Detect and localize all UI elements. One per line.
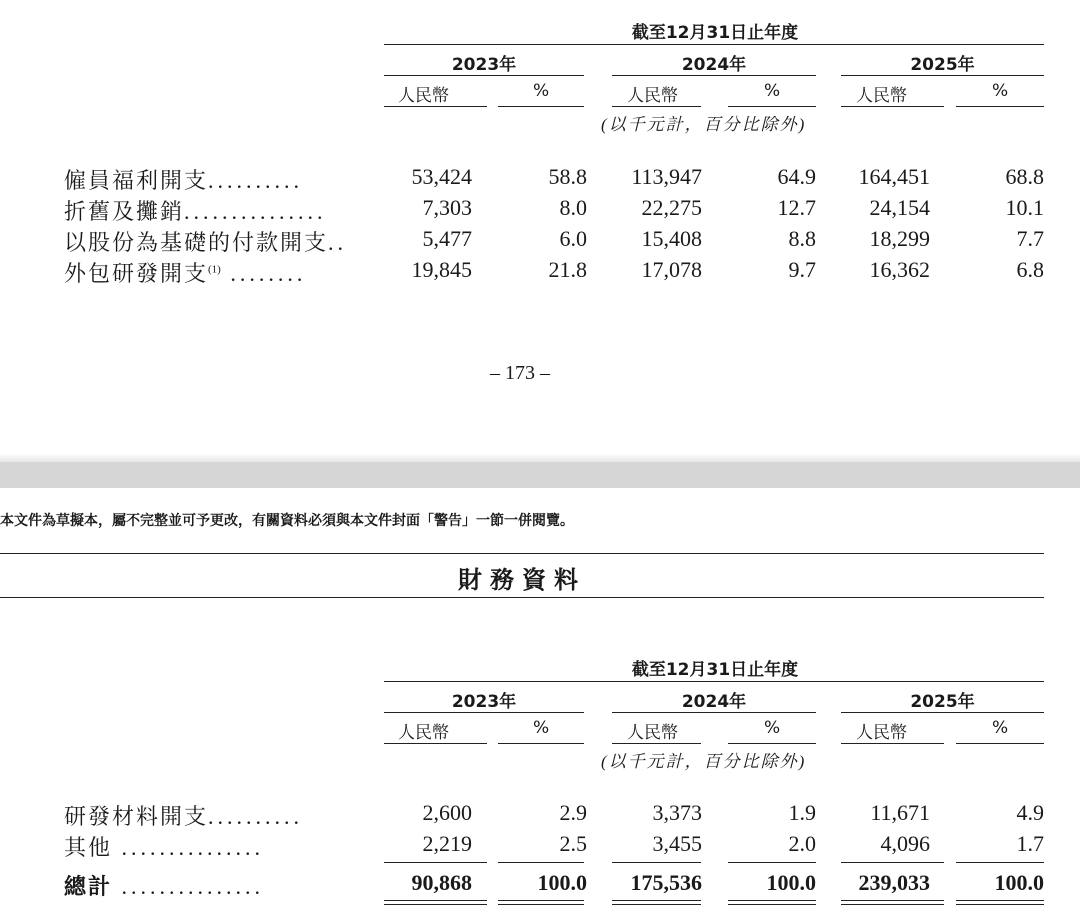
year-rule: [384, 712, 584, 713]
cell: 64.9: [777, 164, 816, 189]
row-label: 僱員福利開支..........: [64, 168, 304, 193]
cell: 2,600: [422, 800, 472, 825]
cell: 6.0: [559, 226, 587, 251]
cell: 8.0: [559, 195, 587, 220]
col-rmb: 人民幣: [398, 723, 449, 743]
double-rule: [841, 904, 944, 905]
cell: 18,299: [869, 226, 930, 251]
year-rule: [841, 75, 1044, 76]
col-rmb: 人民幣: [856, 723, 907, 743]
col-rmb: 人民幣: [627, 86, 678, 106]
cell: 1.7: [1016, 831, 1044, 856]
col-rule: [498, 106, 584, 107]
period-header: 截至12月31日止年度: [631, 660, 799, 680]
year-rule: [612, 75, 816, 76]
banner-top-rule: [0, 553, 1044, 554]
page-gap-shadow: [0, 453, 1080, 462]
row-label: 其他 ...............: [64, 835, 265, 860]
draft-notice: 本文件為草擬本，屬不完整並可予更改，有關資料必須與本文件封面「警告」一節一併閱覽。: [0, 513, 574, 529]
cell: 2,219: [422, 831, 472, 856]
col-rule: [956, 743, 1044, 744]
double-rule: [384, 904, 487, 905]
col-rule: [841, 106, 944, 107]
total-cell: 100.0: [537, 870, 587, 895]
col-rule: [498, 743, 584, 744]
col-rmb: 人民幣: [856, 86, 907, 106]
subtotal-rule: [841, 862, 944, 863]
double-rule: [956, 900, 1044, 901]
col-rule: [612, 106, 701, 107]
total-cell: 90,868: [411, 870, 472, 895]
col-rule: [728, 106, 816, 107]
total-cell: 175,536: [630, 870, 702, 895]
cell: 2.9: [559, 800, 587, 825]
cell: 68.8: [1005, 164, 1044, 189]
double-rule: [498, 904, 584, 905]
unit-note: (以千元計，百分比除外): [601, 115, 807, 134]
subtotal-rule: [728, 862, 816, 863]
col-rule: [384, 106, 487, 107]
col-rule: [612, 743, 701, 744]
cell: 21.8: [548, 257, 587, 282]
cell: 7,303: [422, 195, 472, 220]
double-rule: [498, 900, 584, 901]
cell: 9.7: [788, 257, 816, 282]
total-label: 總計 ...............: [64, 874, 265, 899]
header-rule: [384, 44, 1044, 45]
cell: 4,096: [880, 831, 930, 856]
col-rule: [956, 106, 1044, 107]
col-pct: %: [533, 718, 550, 738]
col-pct: %: [992, 81, 1009, 101]
double-rule: [841, 900, 944, 901]
year-rule: [384, 75, 584, 76]
total-cell: 239,033: [858, 870, 930, 895]
row-label: 外包研發開支$^{(1)}$ ........: [64, 261, 307, 286]
period-header: 截至12月31日止年度: [631, 23, 799, 43]
cell: 7.7: [1016, 226, 1044, 251]
year-2025: 2025年: [910, 55, 975, 75]
year-rule: [841, 712, 1044, 713]
cell: 53,424: [411, 164, 472, 189]
col-pct: %: [533, 81, 550, 101]
double-rule: [728, 904, 816, 905]
cell: 3,455: [652, 831, 702, 856]
cell: 17,078: [641, 257, 702, 282]
cell: 113,947: [631, 164, 702, 189]
subtotal-rule: [384, 862, 487, 863]
cell: 58.8: [548, 164, 587, 189]
col-pct: %: [764, 81, 781, 101]
double-rule: [728, 900, 816, 901]
footnote-marker: (1): [208, 263, 221, 276]
row-label: 以股份為基礎的付款開支..: [64, 230, 348, 255]
year-2024: 2024年: [681, 692, 747, 712]
banner-bottom-rule: [0, 597, 1044, 598]
col-pct: %: [764, 718, 781, 738]
year-rule: [612, 712, 816, 713]
double-rule: [612, 904, 701, 905]
col-pct: %: [992, 718, 1009, 738]
double-rule: [384, 900, 487, 901]
col-rmb: 人民幣: [627, 723, 678, 743]
row-label: 研發材料開支..........: [64, 804, 304, 829]
col-rmb: 人民幣: [398, 86, 449, 106]
col-rule: [728, 743, 816, 744]
col-rule: [384, 743, 487, 744]
cell: 19,845: [411, 257, 472, 282]
header-rule: [384, 681, 1044, 682]
year-2025: 2025年: [910, 692, 975, 712]
page-gap: [0, 462, 1080, 488]
cell: 6.8: [1016, 257, 1044, 282]
cell: 5,477: [422, 226, 472, 251]
cell: 11,671: [870, 800, 930, 825]
cell: 22,275: [641, 195, 702, 220]
page-number: – 173 –: [490, 362, 550, 384]
total-cell: 100.0: [766, 870, 816, 895]
unit-note: (以千元計，百分比除外): [601, 752, 807, 771]
row-label: 折舊及攤銷...............: [64, 199, 327, 224]
year-2023: 2023年: [451, 55, 517, 75]
section-title: 財務資料: [458, 566, 586, 594]
total-cell: 100.0: [994, 870, 1044, 895]
subtotal-rule: [612, 862, 701, 863]
cell: 2.5: [559, 831, 587, 856]
double-rule: [612, 900, 701, 901]
cell: 10.1: [1005, 195, 1044, 220]
cell: 12.7: [777, 195, 816, 220]
cell: 2.0: [788, 831, 816, 856]
year-2023: 2023年: [451, 692, 517, 712]
cell: 8.8: [788, 226, 816, 251]
cell: 24,154: [869, 195, 930, 220]
cell: 15,408: [641, 226, 702, 251]
cell: 16,362: [869, 257, 930, 282]
cell: 3,373: [652, 800, 702, 825]
cell: 1.9: [788, 800, 816, 825]
subtotal-rule: [956, 862, 1044, 863]
double-rule: [956, 904, 1044, 905]
col-rule: [841, 743, 944, 744]
cell: 4.9: [1016, 800, 1044, 825]
cell: 164,451: [858, 164, 930, 189]
subtotal-rule: [498, 862, 584, 863]
year-2024: 2024年: [681, 55, 747, 75]
